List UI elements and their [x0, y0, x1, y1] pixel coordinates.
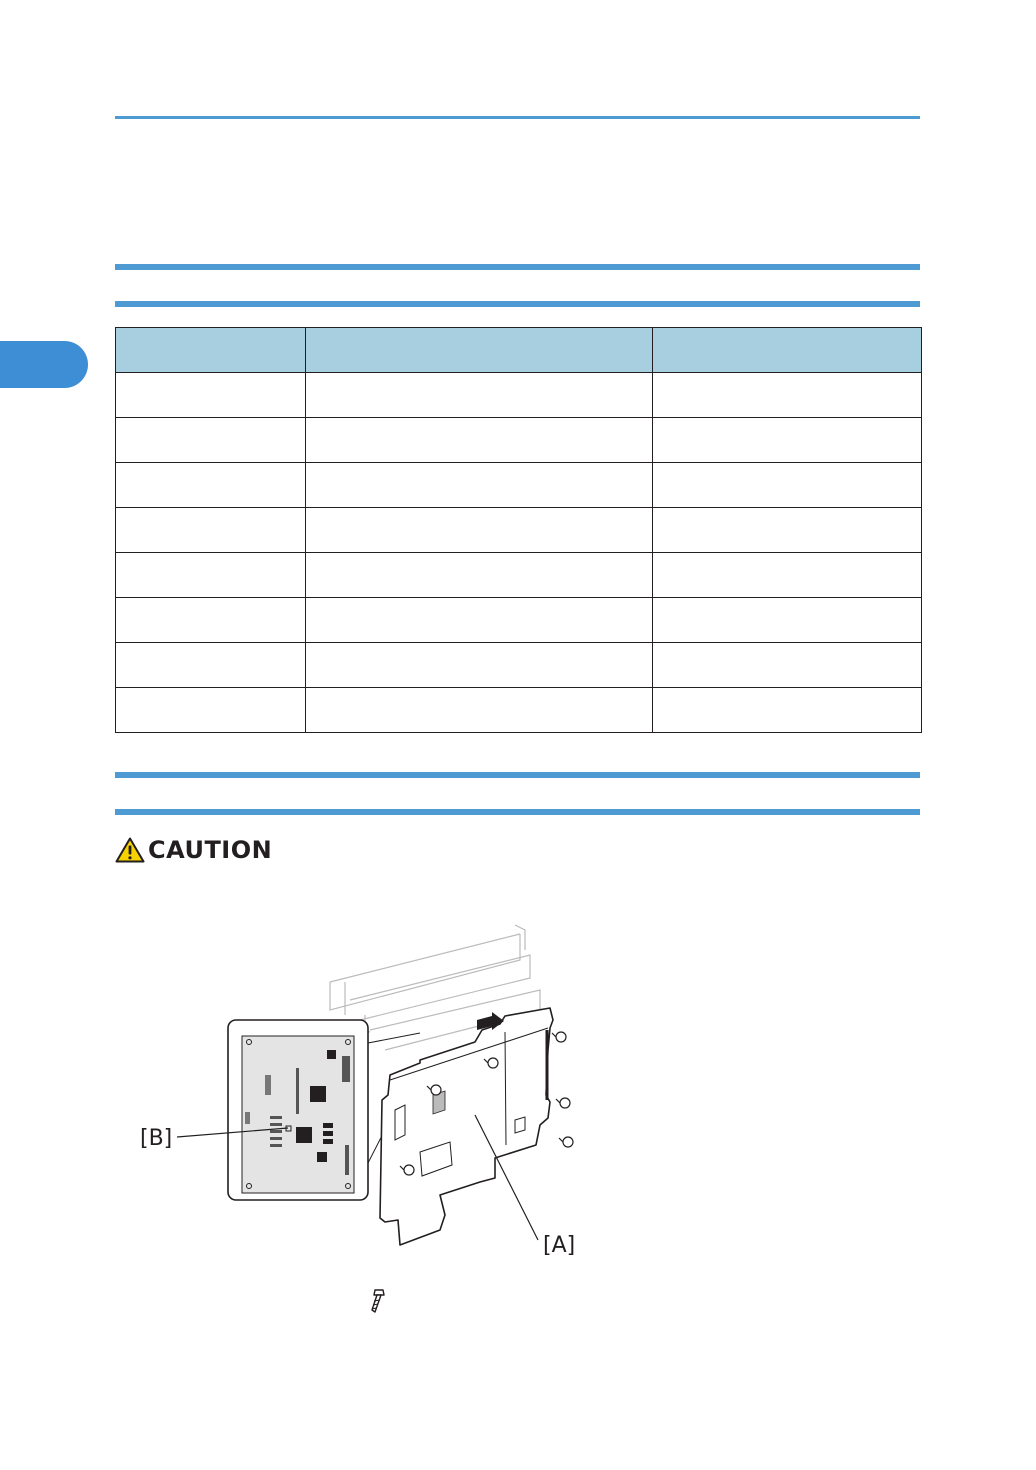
section-heading-rule-top [115, 772, 920, 778]
table-cell [653, 463, 922, 508]
table-cell [116, 508, 306, 553]
warning-triangle-icon [115, 837, 145, 863]
chapter-tab [0, 341, 88, 388]
table-row [116, 418, 922, 463]
table-cell [306, 373, 653, 418]
table-cell [653, 643, 922, 688]
table-row [116, 373, 922, 418]
caution-label [115, 836, 272, 864]
table-cell [116, 418, 306, 463]
table-cell [653, 688, 922, 733]
chapter-tab-number [0, 341, 70, 388]
table-cell [306, 508, 653, 553]
table-cell [116, 643, 306, 688]
table-row [116, 643, 922, 688]
caution-text: CAUTION [148, 836, 273, 864]
section-heading-rule-bottom [115, 809, 920, 815]
table-row [116, 688, 922, 733]
spec-table [115, 327, 922, 733]
table-cell [306, 688, 653, 733]
table-cell [306, 418, 653, 463]
detail-inset [228, 1020, 368, 1200]
table-cell [653, 373, 922, 418]
board-removal-illustration [120, 920, 590, 1265]
section-heading-rule-bottom [115, 301, 920, 307]
table-header-row [116, 328, 922, 373]
table-row [116, 463, 922, 508]
page-header-rule [115, 116, 920, 119]
table-row [116, 508, 922, 553]
screw-icon [366, 1288, 388, 1314]
table-header-cell [653, 328, 922, 373]
table-cell [306, 463, 653, 508]
table-cell [116, 688, 306, 733]
callout-label-b: [B] [140, 1126, 173, 1151]
table-cell [653, 418, 922, 463]
table-header-cell [306, 328, 653, 373]
table-cell [116, 553, 306, 598]
section-heading-rule-top [115, 264, 920, 270]
table-row [116, 553, 922, 598]
table-cell [116, 598, 306, 643]
table-cell [306, 553, 653, 598]
table-header-cell [116, 328, 306, 373]
table-cell [653, 508, 922, 553]
table-cell [116, 463, 306, 508]
table-row [116, 598, 922, 643]
table-cell [653, 598, 922, 643]
table-cell [306, 598, 653, 643]
table-cell [653, 553, 922, 598]
table-cell [116, 373, 306, 418]
callout-label-a: [A] [543, 1233, 576, 1258]
table-cell [306, 643, 653, 688]
controller-board-bracket [380, 1008, 553, 1245]
